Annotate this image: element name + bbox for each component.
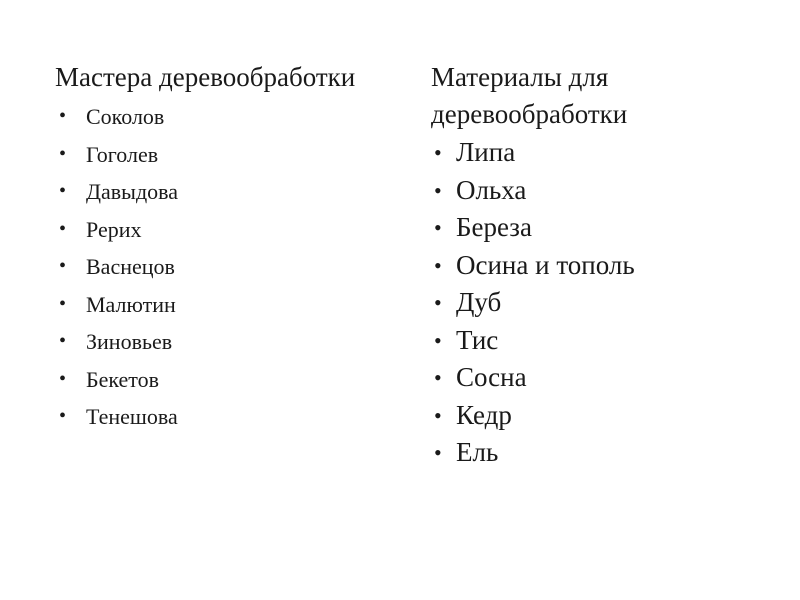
bullet-icon: •	[59, 292, 67, 315]
list-item-label: Васнецов	[86, 254, 175, 279]
bullet-icon: •	[434, 252, 442, 278]
list-item-label: Зиновьев	[86, 329, 173, 354]
list-item-label: Береза	[456, 212, 532, 242]
materials-heading-line1: Материалы для	[431, 62, 609, 92]
list-item	[55, 136, 178, 174]
bullet-icon: •	[434, 440, 442, 465]
list-item	[55, 286, 178, 324]
list-item-label: Тис	[456, 324, 499, 355]
list-item-label: Тенешова	[86, 404, 178, 429]
bullet-icon: •	[59, 330, 67, 352]
bullet-icon: •	[434, 215, 442, 240]
materials-list	[431, 134, 635, 472]
bullet-icon: •	[434, 402, 442, 428]
list-item	[55, 211, 178, 249]
list-item	[55, 173, 178, 211]
list-item	[55, 323, 178, 361]
list-item-label: Ольха	[456, 174, 527, 205]
list-item	[431, 284, 635, 322]
list-item-label: Давыдова	[86, 179, 178, 204]
list-item	[431, 322, 635, 360]
list-item	[55, 398, 178, 436]
bullet-icon: •	[434, 140, 442, 165]
bullet-icon: •	[59, 217, 67, 240]
bullet-icon: •	[434, 177, 442, 203]
bullet-icon: •	[434, 290, 442, 315]
bullet-icon: •	[59, 405, 67, 427]
bullet-icon: •	[59, 255, 67, 277]
list-item	[431, 397, 635, 435]
list-item	[431, 172, 635, 210]
list-item-label: Кедр	[456, 399, 512, 430]
masters-heading: Мастера деревообработки	[55, 62, 356, 92]
bullet-icon: •	[59, 180, 67, 202]
bullet-icon: •	[434, 365, 442, 390]
list-item-label: Бекетов	[86, 366, 160, 392]
list-item-label: Малютин	[86, 291, 176, 317]
list-item	[431, 434, 635, 472]
list-item	[431, 134, 635, 172]
list-item-label: Соколов	[86, 104, 165, 129]
list-item-label: Дуб	[456, 287, 502, 317]
bullet-icon: •	[59, 142, 67, 165]
bullet-icon: •	[59, 105, 67, 127]
materials-heading	[431, 59, 627, 133]
masters-list	[55, 98, 178, 436]
list-item	[431, 359, 635, 397]
list-item-label: Липа	[456, 137, 516, 167]
materials-heading-line2: деревообработки	[431, 99, 628, 129]
list-item-label: Осина и тополь	[456, 249, 635, 280]
list-item	[55, 361, 178, 399]
list-item-label: Гоголев	[86, 141, 159, 167]
list-item	[431, 209, 635, 247]
bullet-icon: •	[434, 327, 442, 353]
list-item	[431, 247, 635, 285]
bullet-icon: •	[59, 367, 67, 390]
list-item	[55, 98, 178, 136]
list-item-label: Ель	[456, 437, 499, 467]
list-item-label: Сосна	[456, 362, 527, 392]
list-item-label: Рерих	[86, 216, 142, 242]
list-item	[55, 248, 178, 286]
